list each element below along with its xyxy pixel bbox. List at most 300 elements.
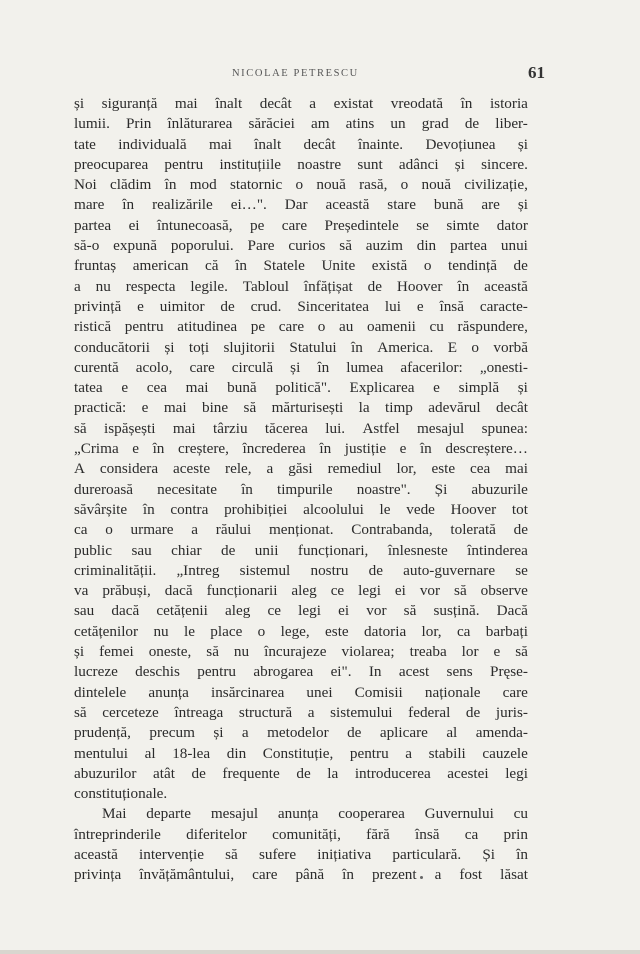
word: abrogarea bbox=[253, 663, 314, 681]
word: intervenție bbox=[139, 845, 204, 863]
word: sărăciei bbox=[248, 115, 295, 133]
word: se bbox=[416, 216, 429, 234]
word: adevărul bbox=[428, 399, 481, 417]
running-head bbox=[0, 63, 640, 86]
word: ei". bbox=[330, 663, 352, 681]
word: ca bbox=[464, 825, 479, 843]
word: civilizație, bbox=[464, 176, 528, 194]
word: această bbox=[325, 196, 370, 214]
word: cetățenilor bbox=[74, 622, 139, 640]
word: noastre bbox=[297, 155, 342, 173]
word: lor bbox=[461, 643, 479, 661]
word: din bbox=[226, 744, 247, 762]
word: creștere, bbox=[177, 440, 229, 458]
word: înfățișat bbox=[303, 277, 353, 295]
word: mai bbox=[209, 135, 232, 153]
word: dacă bbox=[164, 582, 193, 600]
word: săvârșite bbox=[74, 500, 128, 518]
word: întreprinderile bbox=[74, 825, 161, 843]
word: care bbox=[281, 216, 308, 234]
word: In bbox=[368, 663, 382, 681]
word: considera bbox=[99, 460, 159, 478]
text-line bbox=[74, 825, 528, 845]
word: oneste, bbox=[148, 643, 192, 661]
text-line bbox=[74, 601, 528, 621]
word: barbați bbox=[485, 622, 528, 640]
word: de bbox=[464, 115, 480, 133]
word: expună bbox=[113, 237, 157, 255]
word: uimitor bbox=[159, 297, 205, 315]
word: clădim bbox=[110, 176, 152, 194]
word: întinderea bbox=[467, 541, 528, 559]
word: cea bbox=[470, 460, 491, 478]
word: auto-guvernare bbox=[403, 561, 496, 579]
word: legi bbox=[298, 602, 321, 620]
text-line bbox=[74, 744, 528, 764]
word: diferitelor bbox=[186, 825, 247, 843]
word: înalt bbox=[215, 95, 243, 112]
word: circulă bbox=[231, 358, 274, 376]
word: bună bbox=[433, 196, 464, 214]
word: 18-lea bbox=[172, 744, 211, 762]
word: mai bbox=[185, 379, 209, 397]
word: atitudinea bbox=[177, 318, 238, 336]
word: să bbox=[74, 703, 87, 721]
word: în bbox=[342, 866, 354, 884]
word: anunța bbox=[277, 805, 319, 823]
word: tot bbox=[511, 500, 528, 518]
word: existat bbox=[333, 95, 374, 112]
word: și bbox=[290, 358, 301, 376]
word: Hoover bbox=[450, 500, 497, 518]
word: mare bbox=[74, 196, 105, 214]
word: lumii. bbox=[74, 115, 110, 133]
text-line bbox=[74, 500, 528, 520]
word: ei bbox=[128, 216, 140, 234]
word: mai bbox=[172, 419, 196, 437]
word: descreștere… bbox=[445, 440, 528, 458]
word: comunități, bbox=[272, 825, 341, 843]
word: lumea bbox=[346, 358, 384, 376]
word: înlesneste bbox=[387, 541, 448, 559]
word: în bbox=[319, 440, 332, 458]
word: a bbox=[191, 521, 199, 539]
word: pentru bbox=[164, 155, 204, 173]
word: Explicarea bbox=[349, 379, 415, 397]
word: însă bbox=[415, 825, 440, 843]
word: susțină. bbox=[433, 602, 480, 620]
word: înalt bbox=[254, 135, 282, 153]
page-body-text bbox=[74, 94, 528, 886]
word: sufere bbox=[258, 845, 297, 863]
text-line bbox=[74, 561, 528, 581]
word: în bbox=[241, 480, 253, 498]
word: în bbox=[317, 358, 330, 376]
word: deschis bbox=[135, 663, 180, 681]
text-line bbox=[74, 135, 528, 155]
word: partea bbox=[74, 216, 112, 234]
word: lui. bbox=[325, 419, 346, 437]
word: a bbox=[309, 95, 317, 112]
text-line bbox=[74, 398, 528, 418]
word: mod bbox=[189, 176, 217, 194]
word: menționat. bbox=[268, 521, 334, 539]
word: lor, bbox=[421, 622, 442, 640]
word: particulară. bbox=[392, 845, 462, 863]
word: răspundere, bbox=[457, 318, 528, 336]
word: și bbox=[74, 643, 85, 661]
word: tolerată bbox=[450, 521, 496, 539]
word: în bbox=[460, 95, 473, 112]
word: are bbox=[481, 196, 500, 214]
word: și bbox=[517, 379, 528, 397]
page-number: 61 bbox=[528, 63, 545, 82]
word: lăsat bbox=[500, 866, 528, 884]
text-line bbox=[74, 703, 528, 723]
word: o bbox=[105, 521, 113, 539]
word: urmare bbox=[130, 521, 174, 539]
word: decât bbox=[495, 399, 528, 417]
word: cu bbox=[513, 805, 528, 823]
word: aleg bbox=[291, 582, 317, 600]
word: în bbox=[235, 257, 247, 275]
text-line bbox=[74, 114, 528, 134]
word: e bbox=[493, 643, 501, 661]
word: au bbox=[338, 318, 354, 336]
word: o bbox=[295, 176, 304, 194]
word: inițiativa bbox=[317, 845, 372, 863]
word: cetățenii bbox=[156, 602, 208, 620]
word: este bbox=[431, 460, 456, 478]
word: realizările bbox=[152, 196, 213, 214]
word: vede bbox=[406, 500, 435, 518]
word: treaba bbox=[409, 643, 447, 661]
word: afacerilor: bbox=[400, 358, 463, 376]
word: să bbox=[225, 845, 238, 863]
word: prăbuși, bbox=[102, 582, 151, 600]
word: la bbox=[327, 764, 339, 782]
word: fără bbox=[366, 825, 390, 843]
word: timp bbox=[385, 399, 413, 417]
text-line bbox=[74, 520, 528, 540]
word: de bbox=[465, 703, 481, 721]
word: caracte- bbox=[479, 297, 528, 315]
word: să bbox=[515, 643, 528, 661]
word: ispășești bbox=[104, 419, 156, 437]
word: ce bbox=[330, 582, 345, 600]
word: o bbox=[317, 318, 326, 336]
text-line bbox=[74, 175, 528, 195]
text-line bbox=[74, 459, 528, 479]
word: ca bbox=[456, 622, 471, 640]
word: decât bbox=[303, 135, 336, 153]
word: departe bbox=[146, 805, 191, 823]
word: Comisii bbox=[354, 683, 403, 701]
word: e bbox=[132, 440, 140, 458]
word: public bbox=[74, 541, 112, 559]
word: Pręse- bbox=[490, 663, 528, 681]
word: în bbox=[152, 440, 165, 458]
word: federal bbox=[408, 703, 451, 721]
word: sens bbox=[446, 663, 473, 681]
text-line bbox=[74, 784, 528, 804]
word: cooperarea bbox=[338, 805, 405, 823]
word: am bbox=[310, 115, 330, 133]
word: abuzurilor bbox=[74, 764, 137, 782]
word: sistemului bbox=[330, 703, 393, 721]
word: ca bbox=[74, 521, 88, 539]
word: al bbox=[446, 724, 458, 742]
word: aplicare bbox=[379, 724, 428, 742]
word: acest bbox=[398, 663, 430, 681]
word: e bbox=[137, 297, 144, 315]
word: cea bbox=[146, 379, 167, 397]
word: privința bbox=[74, 866, 122, 884]
word: această bbox=[74, 845, 118, 863]
word: în bbox=[142, 500, 155, 518]
word: fruntaș bbox=[74, 257, 117, 275]
word: toți bbox=[188, 338, 210, 356]
word: Și bbox=[482, 845, 495, 863]
word: legi bbox=[505, 764, 528, 782]
word: va bbox=[74, 582, 89, 600]
word: atât bbox=[153, 764, 175, 782]
word: există bbox=[371, 257, 408, 275]
word: atins bbox=[345, 115, 375, 133]
word: e bbox=[416, 297, 424, 315]
word: dureroasă bbox=[74, 480, 134, 498]
word: ce bbox=[267, 602, 281, 620]
word: Mai bbox=[102, 805, 127, 823]
word: decât bbox=[259, 95, 292, 112]
word: precum bbox=[149, 724, 195, 742]
word: ei…". bbox=[230, 196, 267, 214]
word: juris- bbox=[495, 703, 528, 721]
word: și bbox=[74, 95, 85, 112]
word: Tabloul bbox=[242, 277, 289, 295]
word: e bbox=[433, 379, 440, 397]
word: a bbox=[266, 460, 274, 478]
word: o bbox=[257, 622, 266, 640]
word: prin bbox=[503, 825, 528, 843]
word: siguranță bbox=[101, 95, 158, 112]
word: curentă bbox=[74, 358, 119, 376]
word: la bbox=[358, 399, 370, 417]
word: introducerea bbox=[354, 764, 431, 782]
word: sunt bbox=[357, 155, 383, 173]
word: dintelele bbox=[74, 683, 127, 701]
word: necesitate bbox=[157, 480, 217, 498]
word: mesajul bbox=[210, 805, 259, 823]
word: Hoover bbox=[396, 277, 443, 295]
word: tendință bbox=[448, 257, 497, 275]
word: Noi bbox=[74, 176, 97, 194]
text-line bbox=[74, 195, 528, 215]
word: Contrabanda, bbox=[351, 521, 433, 539]
word: poporului. bbox=[170, 237, 234, 255]
word: în bbox=[164, 176, 177, 194]
word: aceste bbox=[173, 460, 211, 478]
word: o bbox=[471, 338, 479, 356]
word: a bbox=[74, 277, 81, 295]
word: din bbox=[416, 237, 437, 255]
word: unei bbox=[306, 683, 333, 701]
word: american bbox=[132, 257, 189, 275]
word: legi bbox=[358, 582, 381, 600]
word: este bbox=[325, 622, 349, 640]
text-line bbox=[74, 804, 528, 824]
word: cu bbox=[429, 318, 444, 336]
word: vor bbox=[419, 582, 441, 600]
word: Președintele bbox=[324, 216, 399, 234]
word: de bbox=[513, 521, 528, 539]
word: fost bbox=[459, 866, 483, 884]
word: crud. bbox=[250, 297, 282, 315]
word: în bbox=[457, 277, 470, 295]
text-line bbox=[74, 764, 528, 784]
word: partea bbox=[449, 237, 488, 255]
word: unii bbox=[254, 541, 279, 559]
word: de bbox=[347, 724, 362, 742]
word: de bbox=[296, 764, 311, 782]
word: cauzele bbox=[482, 744, 528, 762]
text-line bbox=[74, 236, 528, 256]
word: alcoolului bbox=[303, 500, 364, 518]
word: abuzurile bbox=[471, 480, 528, 498]
word: bună bbox=[227, 379, 257, 397]
word: Guvernului bbox=[424, 805, 494, 823]
text-line bbox=[74, 662, 528, 682]
word: nouă bbox=[316, 176, 346, 194]
word: să bbox=[206, 643, 219, 661]
word: și bbox=[213, 724, 224, 742]
word: simplă bbox=[458, 379, 500, 397]
word: în bbox=[351, 338, 363, 356]
word: „Intreg bbox=[176, 561, 220, 579]
word: amenda- bbox=[475, 724, 528, 742]
word: a bbox=[405, 744, 413, 762]
word: ei bbox=[338, 602, 350, 620]
word: pentru bbox=[124, 318, 164, 336]
word: legile. bbox=[190, 277, 228, 295]
word: înlăturarea bbox=[167, 115, 233, 133]
word: răului bbox=[215, 521, 252, 539]
word: pe bbox=[249, 216, 265, 234]
word: E bbox=[447, 338, 457, 356]
word: lege, bbox=[280, 622, 310, 640]
word: mai bbox=[174, 95, 198, 112]
text-line bbox=[74, 439, 528, 459]
word: curios bbox=[288, 237, 326, 255]
word: de bbox=[367, 277, 383, 295]
word: sau bbox=[74, 602, 95, 620]
word: de bbox=[220, 297, 235, 315]
word: metodelor bbox=[267, 724, 329, 742]
word: rele, bbox=[225, 460, 252, 478]
word: violarea; bbox=[341, 643, 395, 661]
word: dacă bbox=[111, 602, 140, 620]
word: contra bbox=[170, 500, 209, 518]
word: nu bbox=[95, 277, 111, 295]
word: acolo, bbox=[135, 358, 173, 376]
word: chiar bbox=[171, 541, 202, 559]
word: și bbox=[517, 196, 528, 214]
word: vreodată bbox=[390, 95, 444, 112]
word: spunea: bbox=[481, 419, 528, 437]
ink-speck bbox=[420, 876, 423, 879]
text-line bbox=[74, 317, 528, 337]
word: liber- bbox=[495, 115, 528, 133]
word: găsi bbox=[288, 460, 313, 478]
word: și bbox=[454, 155, 465, 173]
text-line bbox=[74, 216, 528, 236]
word: le bbox=[379, 500, 391, 518]
word: în bbox=[419, 440, 432, 458]
word: bine bbox=[201, 399, 229, 417]
word: instituțiile bbox=[219, 155, 282, 173]
word: funcționarii bbox=[206, 582, 278, 600]
word: slujitorii bbox=[223, 338, 275, 356]
word: că bbox=[205, 257, 219, 275]
word: criminalității. bbox=[74, 561, 157, 579]
word: statornic bbox=[229, 176, 283, 194]
word: practică: bbox=[74, 399, 127, 417]
word: insărcinarea bbox=[210, 683, 285, 701]
word: rasă, bbox=[359, 176, 388, 194]
text-line bbox=[74, 419, 528, 439]
word: Constituție, bbox=[262, 744, 334, 762]
word: Dar bbox=[284, 196, 308, 214]
word: înainte. bbox=[357, 135, 404, 153]
word: femei bbox=[99, 643, 134, 661]
word: târziu bbox=[212, 419, 248, 437]
word: frequente bbox=[222, 764, 280, 782]
word: tate bbox=[74, 135, 96, 153]
word: place bbox=[210, 622, 243, 640]
word: însă bbox=[439, 297, 464, 315]
word: justiție bbox=[344, 440, 387, 458]
word: nu bbox=[153, 622, 169, 640]
word: pe bbox=[250, 318, 266, 336]
word: să-o bbox=[74, 237, 100, 255]
word: individuală bbox=[118, 135, 187, 153]
word: Prin bbox=[125, 115, 152, 133]
word: mai bbox=[163, 399, 187, 417]
word: mesajul bbox=[416, 419, 465, 437]
word: lor, bbox=[396, 460, 417, 478]
word: tăcerea bbox=[264, 419, 308, 437]
text-line bbox=[74, 622, 528, 642]
word: datoria bbox=[364, 622, 407, 640]
word: lucreze bbox=[74, 663, 118, 681]
word: politică". bbox=[275, 379, 331, 397]
word: vorbă bbox=[493, 338, 528, 356]
text-line bbox=[74, 541, 528, 561]
word: să bbox=[243, 399, 257, 417]
word: se bbox=[515, 561, 528, 579]
word: oamenii bbox=[366, 318, 416, 336]
word: simte bbox=[446, 216, 480, 234]
word: învățământului, bbox=[139, 866, 235, 884]
word: „Crima bbox=[74, 440, 119, 458]
word: grad bbox=[421, 115, 449, 133]
word: auzim bbox=[365, 237, 403, 255]
word: „onesti- bbox=[479, 358, 528, 376]
word: a bbox=[434, 866, 442, 884]
word: o bbox=[400, 176, 409, 194]
word: întunecoasă, bbox=[157, 216, 233, 234]
text-line bbox=[74, 480, 528, 500]
